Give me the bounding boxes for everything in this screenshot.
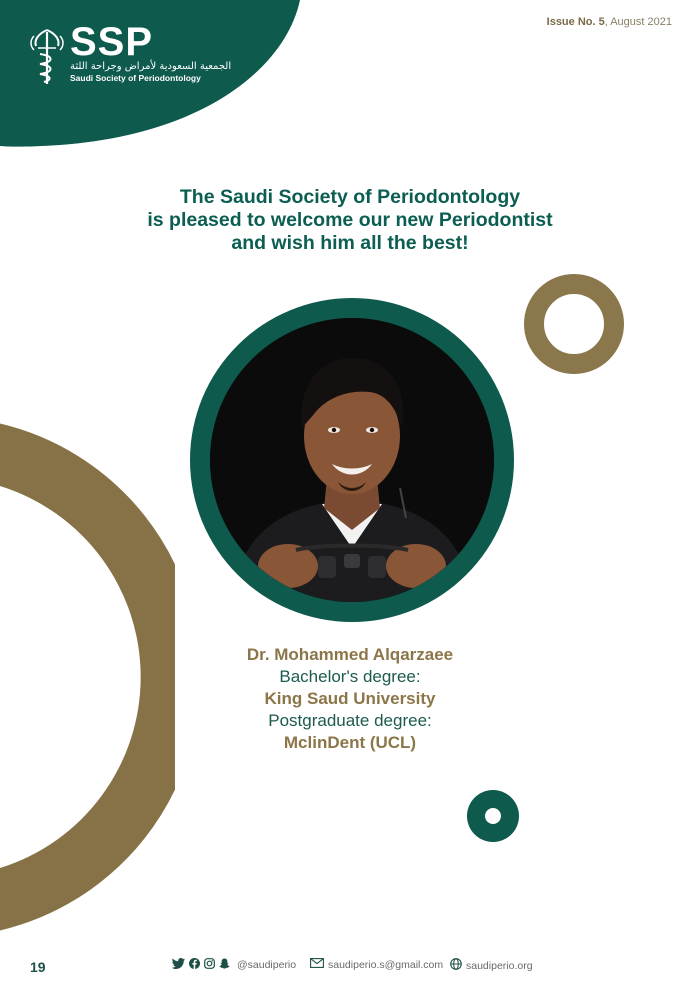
page-number: 19 [30, 959, 46, 975]
postgrad-value: MclinDent (UCL) [283, 733, 417, 752]
postgrad-label: Postgraduate degree: [268, 711, 432, 730]
portrait-frame [190, 298, 514, 622]
bachelor-value: King Saud University [264, 689, 436, 708]
twitter-icon[interactable] [172, 958, 185, 972]
headline-line-2: is pleased to welcome our new Periodontist [147, 209, 553, 231]
social-handle[interactable]: @saudiperio [237, 959, 297, 971]
facebook-icon[interactable] [189, 958, 200, 972]
decorative-teal-ring [466, 789, 520, 848]
headline-line-1: The Saudi Society of Periodontology [179, 186, 521, 208]
logo-arabic-name: الجمعية السعودية لأمراض وجراحة اللثة [70, 61, 232, 72]
portrait-photo [210, 318, 494, 602]
logo-wordmark: SSP [70, 20, 154, 64]
decorative-gold-ring [523, 273, 625, 380]
email-contact[interactable] [310, 958, 443, 971]
profile-info [0, 644, 700, 754]
snapchat-icon[interactable] [219, 958, 230, 972]
website-contact[interactable] [450, 958, 533, 973]
globe-icon [450, 958, 462, 973]
mail-icon [310, 958, 324, 971]
welcome-headline [0, 186, 700, 255]
issue-label: Issue No. 5, August 2021 [546, 16, 672, 28]
social-links [172, 958, 296, 972]
website-url[interactable]: saudiperio.org [466, 959, 533, 972]
headline-line-3: and wish him all the best! [231, 232, 469, 254]
instagram-icon[interactable] [204, 958, 215, 972]
email-address[interactable]: saudiperio.s@gmail.com [328, 958, 444, 971]
bachelor-label: Bachelor's degree: [279, 667, 421, 686]
doctor-name: Dr. Mohammed Alqarzaee [246, 645, 454, 664]
logo-english-name: Saudi Society of Periodontology [70, 73, 201, 83]
ssp-emblem-icon [28, 26, 66, 93]
